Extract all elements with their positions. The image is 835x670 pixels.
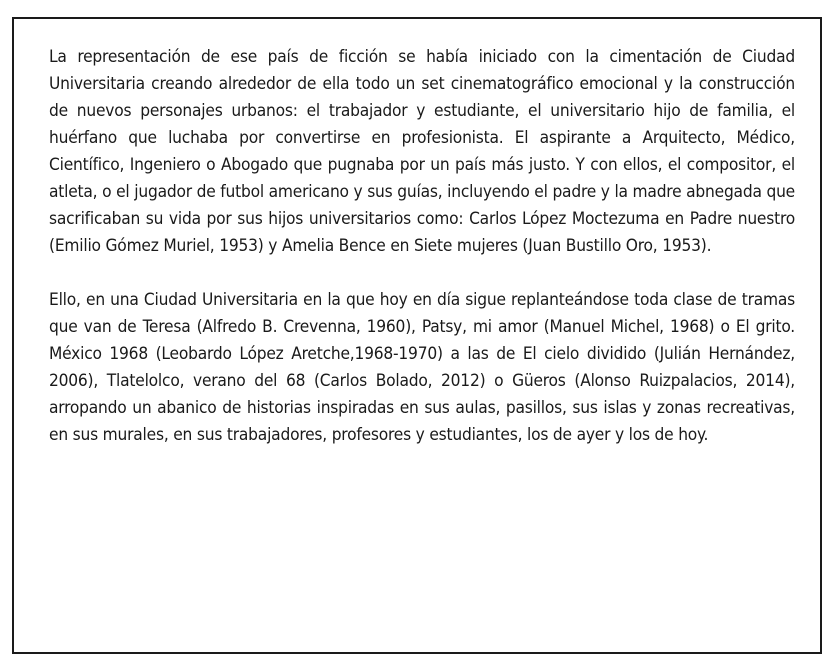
paragraph-1: La representación de ese país de ficción se había iniciado con la cimentación de Ciudad Universitaria creando alrededor de ella todo un set cinematográfico emocional y la construcción de nuevos personajes urbanos: el trabajador y estudiante, el universitario hijo de familia, el huérfano que luchaba por convertirse en profesionista. El aspirante a Arquitecto, Médico, Científico, Ingeniero o Abogado que pugnaba por un país más justo. Y con ellos, el compositor, el atleta, o el jugador de futbol americano y sus guías, incluyendo el padre y la madre abnegada que sacrificaban su vida por sus hijos universitarios como: Carlos López Moctezuma en Padre nuestro (Emilio Gómez Muriel, 1953) y Amelia Bence en Siete mujeres (Juan Bustillo Oro, 1953). — [49, 47, 795, 256]
text-frame — [12, 17, 822, 654]
paragraph-2: Ello, en una Ciudad Universitaria en la que hoy en día sigue replanteándose toda clase de tramas que van de Teresa (Alfredo B. Crevenna, 1960), Patsy, mi amor (Manuel Michel, 1968) o El grito. México 1968 (Leobardo López Aretche,1968-1970) a las de El cielo dividido (Julián Hernández, 2006), Tlatelolco, verano del 68 (Carlos Bolado, 2012) o Güeros (Alonso Ruizpalacios, 2014), arropando un abanico de historias inspiradas en sus aulas, pasillos, sus islas y zonas recreativas, en sus murales, en sus trabajadores, profesores y estudiantes, los de ayer y los de hoy. — [49, 290, 795, 445]
text-block — [49, 44, 795, 449]
